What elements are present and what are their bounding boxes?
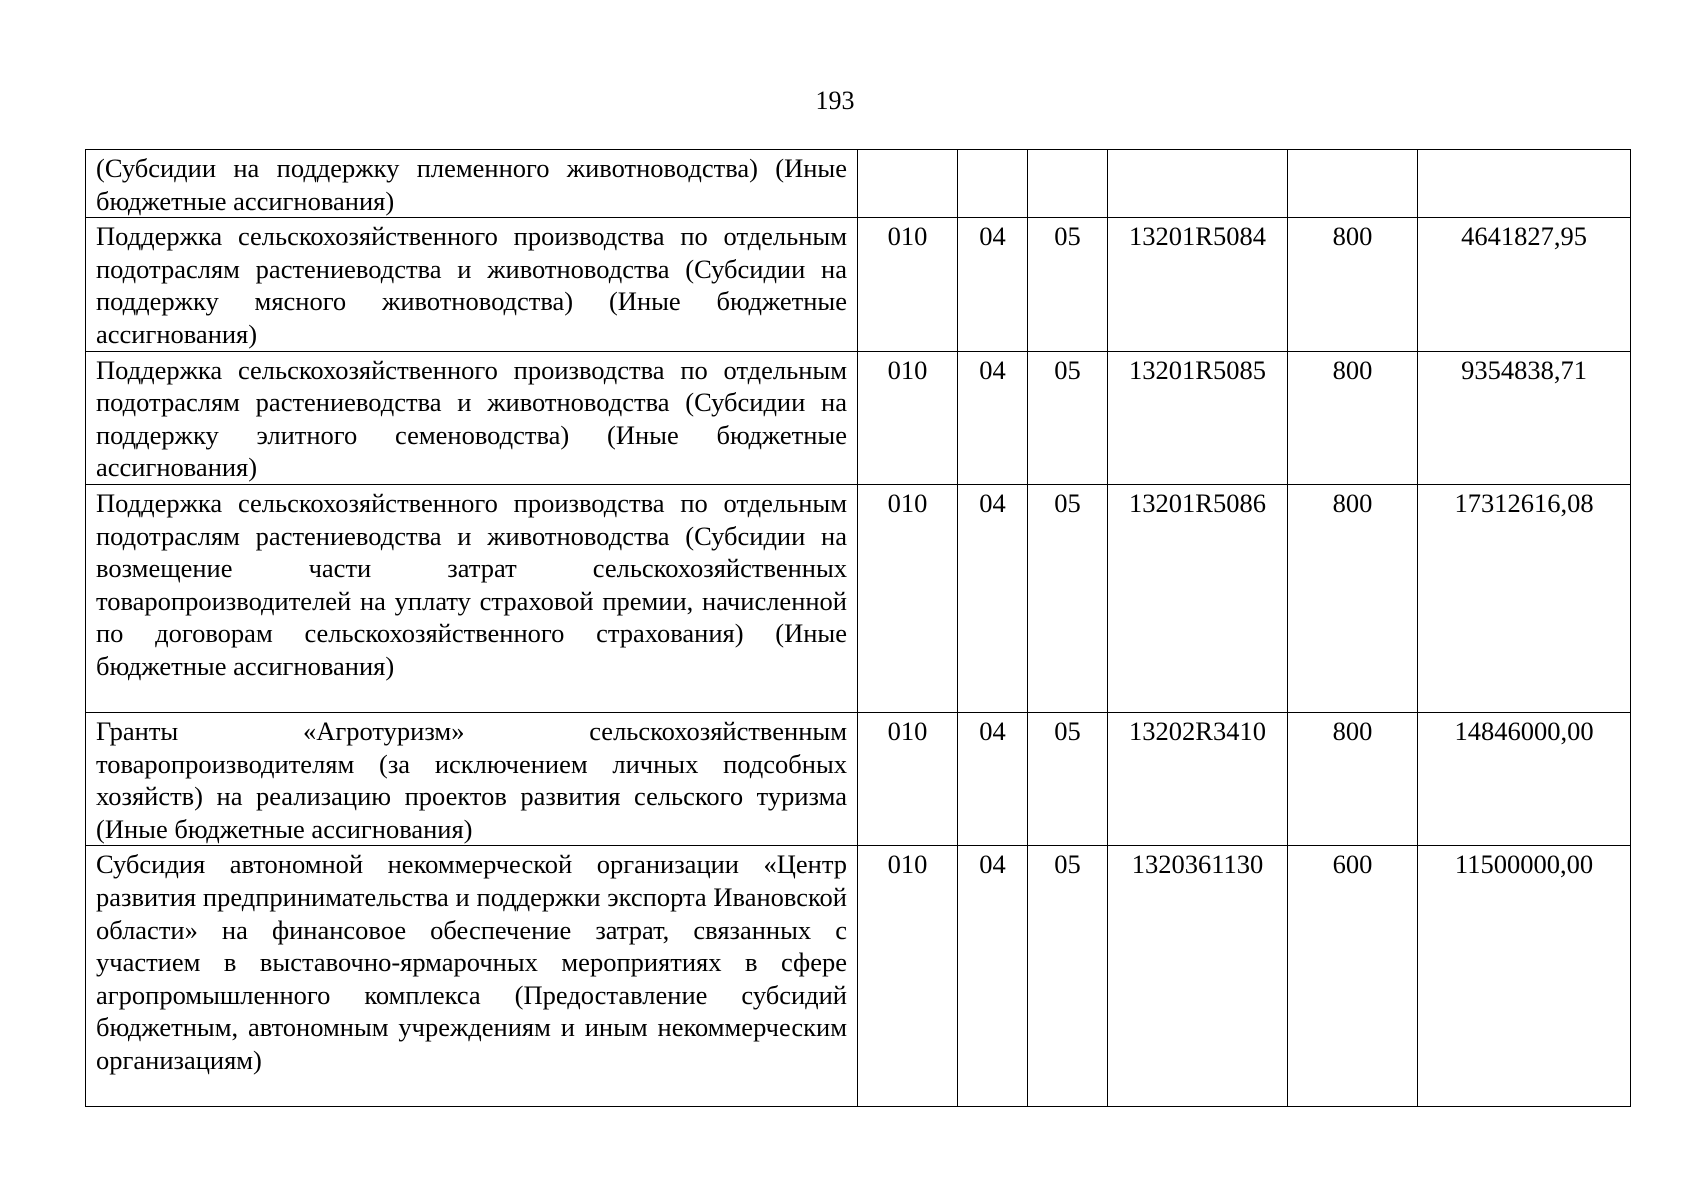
- target-article-cell: 13202R3410: [1108, 712, 1288, 845]
- subsection-code-cell: 05: [1028, 484, 1108, 712]
- row-description: Поддержка сельскохозяйственного производства по отдельным подотраслям растениеводства и животноводства (Субсидии на поддержку элитного семеноводства) (Иные бюджетные ассигнования): [86, 351, 858, 484]
- subsection-code-cell: 05: [1028, 218, 1108, 351]
- row-description: Гранты «Агротуризм» сельскохозяйственным товаропроизводителям (за исключением личных подсобных хозяйств) на реализацию проектов развития сельского туризма (Иные бюджетные ассигнования): [86, 712, 858, 845]
- table-row: [86, 150, 1631, 218]
- subsection-code-cell: 05: [1028, 351, 1108, 484]
- target-article-cell: 13201R5086: [1108, 484, 1288, 712]
- department-code-cell: 010: [858, 218, 958, 351]
- expense-type-cell: 600: [1288, 846, 1418, 1107]
- expense-type-cell: [1288, 150, 1418, 218]
- section-code-cell: 04: [958, 351, 1028, 484]
- table-row: [86, 712, 1631, 845]
- section-code-cell: [958, 150, 1028, 218]
- department-code-cell: [858, 150, 958, 218]
- section-code-cell: 04: [958, 846, 1028, 1107]
- department-code-cell: 010: [858, 712, 958, 845]
- section-code-cell: 04: [958, 712, 1028, 845]
- amount-cell: 11500000,00: [1418, 846, 1631, 1107]
- row-description: Субсидия автономной некоммерческой организации «Центр развития предпринимательства и поддержки экспорта Ивановской области» на финансовое обеспечение затрат, связанных с участием в выставочно-ярмарочных мероприятиях в сфере агропромышленного комплекса (Предоставление субсидий бюджетным, автономным учреждениям и иным некоммерческим организациям): [86, 846, 858, 1107]
- subsection-code-cell: [1028, 150, 1108, 218]
- expense-type-cell: 800: [1288, 712, 1418, 845]
- amount-cell: 9354838,71: [1418, 351, 1631, 484]
- row-description: Поддержка сельскохозяйственного производства по отдельным подотраслям растениеводства и животноводства (Субсидии на поддержку мясного животноводства) (Иные бюджетные ассигнования): [86, 218, 858, 351]
- department-code-cell: 010: [858, 484, 958, 712]
- target-article-cell: [1108, 150, 1288, 218]
- table-row: [86, 218, 1631, 351]
- expense-type-cell: 800: [1288, 351, 1418, 484]
- section-code-cell: 04: [958, 218, 1028, 351]
- subsection-code-cell: 05: [1028, 712, 1108, 845]
- table-row: [86, 484, 1631, 712]
- department-code-cell: 010: [858, 351, 958, 484]
- row-description: (Субсидии на поддержку племенного животноводства) (Иные бюджетные ассигнования): [86, 150, 858, 218]
- row-description: Поддержка сельскохозяйственного производства по отдельным подотраслям растениеводства и животноводства (Субсидии на возмещение части затрат сельскохозяйственных товаропроизводителей на уплату страховой премии, начисленной по договорам сельскохозяйственного страхования) (Иные бюджетные ассигнования): [86, 484, 858, 712]
- target-article-cell: 13201R5084: [1108, 218, 1288, 351]
- subsection-code-cell: 05: [1028, 846, 1108, 1107]
- target-article-cell: 1320361130: [1108, 846, 1288, 1107]
- budget-table: [85, 149, 1631, 1107]
- amount-cell: 4641827,95: [1418, 218, 1631, 351]
- page-number: 193: [815, 86, 855, 115]
- expense-type-cell: 800: [1288, 218, 1418, 351]
- table-row: [86, 846, 1631, 1107]
- expense-type-cell: 800: [1288, 484, 1418, 712]
- section-code-cell: 04: [958, 484, 1028, 712]
- target-article-cell: 13201R5085: [1108, 351, 1288, 484]
- amount-cell: [1418, 150, 1631, 218]
- department-code-cell: 010: [858, 846, 958, 1107]
- amount-cell: 17312616,08: [1418, 484, 1631, 712]
- table-row: [86, 351, 1631, 484]
- amount-cell: 14846000,00: [1418, 712, 1631, 845]
